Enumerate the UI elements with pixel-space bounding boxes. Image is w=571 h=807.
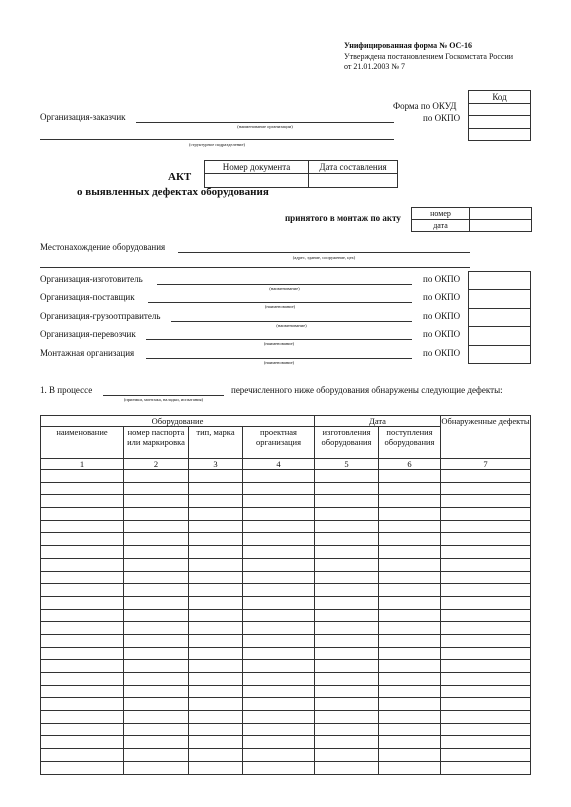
org-field-supplier[interactable] — [148, 302, 412, 303]
table-cell[interactable] — [441, 622, 531, 635]
org-hint-supplier: (наименование) — [264, 304, 296, 309]
table-cell[interactable] — [243, 558, 315, 571]
table-cell[interactable] — [315, 647, 379, 660]
customer-hint: (наименование организации) — [237, 124, 293, 129]
org-okpo-installer: по ОКПО — [423, 348, 461, 358]
table-cell[interactable] — [441, 761, 531, 774]
table-cell[interactable] — [379, 761, 441, 774]
org-okpo-manufacturer: по ОКПО — [423, 274, 461, 284]
table-cell[interactable] — [243, 533, 315, 546]
accepted-number-cell[interactable] — [470, 208, 532, 220]
okpo-label: по ОКПО — [423, 113, 461, 123]
org-hint-manufacturer: (наименование) — [269, 286, 300, 291]
table-cell[interactable] — [315, 660, 379, 673]
table-cell[interactable] — [41, 508, 124, 521]
table-row — [41, 571, 531, 584]
org-field-shipper[interactable] — [171, 321, 412, 322]
col-name-header: наименование — [41, 427, 124, 459]
table-cell[interactable] — [189, 723, 243, 736]
table-cell[interactable] — [243, 673, 315, 686]
table-cell[interactable] — [379, 698, 441, 711]
table-cell[interactable] — [41, 647, 124, 660]
accepted-number-label: номер — [412, 208, 470, 220]
table-cell[interactable] — [441, 520, 531, 533]
table-cell[interactable] — [243, 571, 315, 584]
table-cell[interactable] — [189, 673, 243, 686]
org-label-shipper: Организация-грузоотправитель — [40, 311, 161, 321]
table-cell[interactable] — [41, 761, 124, 774]
table-cell[interactable] — [441, 723, 531, 736]
table-cell[interactable] — [315, 761, 379, 774]
division-field[interactable] — [40, 139, 394, 140]
table-cell[interactable] — [441, 558, 531, 571]
table-cell[interactable] — [41, 558, 124, 571]
approved-line: Утверждена постановлением Госкомстата России — [344, 52, 514, 61]
table-cell[interactable] — [379, 622, 441, 635]
col-number-1: 1 — [41, 459, 124, 470]
form-title: Унифицированная форма № ОС-16 — [344, 41, 472, 50]
table-cell[interactable] — [315, 711, 379, 724]
defects-table — [40, 415, 531, 775]
org-label-supplier: Организация-поставщик — [40, 292, 135, 302]
table-cell[interactable] — [441, 634, 531, 647]
table-cell[interactable] — [243, 622, 315, 635]
okpo-code-cell[interactable] — [469, 116, 531, 129]
table-row — [41, 596, 531, 609]
table-cell[interactable] — [379, 470, 441, 483]
table-cell[interactable] — [315, 584, 379, 597]
table-cell[interactable] — [124, 749, 189, 762]
table-cell[interactable] — [379, 482, 441, 495]
table-cell[interactable] — [441, 482, 531, 495]
table-cell[interactable] — [189, 736, 243, 749]
table-cell[interactable] — [41, 596, 124, 609]
table-cell[interactable] — [379, 736, 441, 749]
table-cell[interactable] — [441, 711, 531, 724]
table-cell[interactable] — [243, 596, 315, 609]
table-cell[interactable] — [441, 736, 531, 749]
table-row — [41, 558, 531, 571]
table-cell[interactable] — [41, 634, 124, 647]
table-cell[interactable] — [41, 584, 124, 597]
okpo-cell-manufacturer[interactable] — [469, 272, 531, 290]
table-cell[interactable] — [441, 533, 531, 546]
okpo-cell-carrier[interactable] — [469, 327, 531, 345]
table-cell[interactable] — [315, 622, 379, 635]
table-cell[interactable] — [41, 470, 124, 483]
table-cell[interactable] — [315, 470, 379, 483]
table-row — [41, 685, 531, 698]
table-cell[interactable] — [379, 520, 441, 533]
table-cell[interactable] — [189, 546, 243, 559]
process-hint: (приемки, монтажа, наладки, испытания) — [123, 397, 204, 402]
table-cell[interactable] — [41, 698, 124, 711]
location-hint: (адрес, здание, сооружение, цех) — [292, 255, 356, 260]
process-field[interactable] — [103, 395, 224, 396]
table-cell[interactable] — [124, 685, 189, 698]
table-cell[interactable] — [124, 723, 189, 736]
table-cell[interactable] — [189, 533, 243, 546]
table-row — [41, 749, 531, 762]
table-cell[interactable] — [379, 634, 441, 647]
table-cell[interactable] — [189, 609, 243, 622]
table-cell[interactable] — [315, 495, 379, 508]
accepted-date-cell[interactable] — [470, 220, 532, 232]
table-row — [41, 609, 531, 622]
table-cell[interactable] — [441, 673, 531, 686]
document-table — [204, 160, 398, 188]
table-cell[interactable] — [124, 761, 189, 774]
table-cell[interactable] — [315, 596, 379, 609]
table-cell[interactable] — [189, 584, 243, 597]
table-cell[interactable] — [441, 698, 531, 711]
table-cell[interactable] — [379, 685, 441, 698]
doc-date-header: Дата составления — [309, 161, 398, 174]
table-cell[interactable] — [189, 495, 243, 508]
table-cell[interactable] — [189, 622, 243, 635]
table-cell[interactable] — [189, 470, 243, 483]
table-cell[interactable] — [315, 546, 379, 559]
accepted-label: принятого в монтаж по акту — [285, 213, 401, 223]
table-cell[interactable] — [441, 596, 531, 609]
table-cell[interactable] — [243, 482, 315, 495]
table-cell[interactable] — [41, 609, 124, 622]
table-cell[interactable] — [189, 482, 243, 495]
table-cell[interactable] — [124, 508, 189, 521]
table-cell[interactable] — [441, 647, 531, 660]
table-cell[interactable] — [243, 698, 315, 711]
okud-label: Форма по ОКУД — [393, 101, 457, 111]
table-cell[interactable] — [379, 558, 441, 571]
table-cell[interactable] — [124, 596, 189, 609]
table-cell[interactable] — [124, 584, 189, 597]
table-cell[interactable] — [441, 495, 531, 508]
table-cell[interactable] — [124, 711, 189, 724]
org-field-manufacturer[interactable] — [157, 284, 412, 285]
table-row — [41, 736, 531, 749]
table-cell[interactable] — [315, 482, 379, 495]
table-cell[interactable] — [41, 685, 124, 698]
org-okpo-supplier: по ОКПО — [423, 292, 461, 302]
table-cell[interactable] — [243, 736, 315, 749]
table-cell[interactable] — [189, 634, 243, 647]
table-cell[interactable] — [379, 596, 441, 609]
table-cell[interactable] — [124, 546, 189, 559]
table-cell[interactable] — [379, 495, 441, 508]
table-row — [41, 482, 531, 495]
table-row — [41, 634, 531, 647]
col-number-6: 6 — [379, 459, 441, 470]
table-cell[interactable] — [243, 711, 315, 724]
table-cell[interactable] — [41, 546, 124, 559]
table-cell[interactable] — [243, 761, 315, 774]
table-cell[interactable] — [379, 609, 441, 622]
table-cell[interactable] — [41, 495, 124, 508]
act-title: АКТ — [168, 171, 192, 183]
table-cell[interactable] — [124, 673, 189, 686]
table-cell[interactable] — [441, 546, 531, 559]
table-cell[interactable] — [379, 571, 441, 584]
table-cell[interactable] — [41, 533, 124, 546]
table-row — [41, 546, 531, 559]
table-cell[interactable] — [441, 685, 531, 698]
table-cell[interactable] — [189, 660, 243, 673]
location-label: Местонахождение оборудования — [40, 242, 166, 252]
org-label-manufacturer: Организация-изготовитель — [40, 274, 143, 284]
table-cell[interactable] — [41, 723, 124, 736]
table-cell[interactable] — [379, 723, 441, 736]
table-cell[interactable] — [189, 711, 243, 724]
okpo-cell-supplier[interactable] — [469, 290, 531, 308]
table-cell[interactable] — [243, 647, 315, 660]
table-cell[interactable] — [41, 482, 124, 495]
division-code-cell[interactable] — [469, 128, 531, 141]
table-cell[interactable] — [189, 749, 243, 762]
col-arrival-date-header: поступления оборудования — [379, 427, 441, 459]
table-cell[interactable] — [315, 723, 379, 736]
table-cell[interactable] — [243, 685, 315, 698]
table-cell[interactable] — [243, 508, 315, 521]
table-cell[interactable] — [315, 520, 379, 533]
col-number-3: 3 — [189, 459, 243, 470]
org-okpo-shipper: по ОКПО — [423, 311, 461, 321]
table-cell[interactable] — [124, 698, 189, 711]
col-design-org-header: проектная организация — [243, 427, 315, 459]
table-cell[interactable] — [315, 571, 379, 584]
okpo-cell-installer[interactable] — [469, 345, 531, 363]
table-cell[interactable] — [41, 711, 124, 724]
table-row — [41, 647, 531, 660]
org-field-carrier[interactable] — [146, 339, 412, 340]
table-cell[interactable] — [243, 520, 315, 533]
org-label-installer: Монтажная организация — [40, 348, 135, 358]
table-row — [41, 495, 531, 508]
accepted-date-label: дата — [412, 220, 470, 232]
table-cell[interactable] — [124, 647, 189, 660]
table-cell[interactable] — [189, 685, 243, 698]
code-header: Код — [469, 91, 531, 104]
table-row — [41, 584, 531, 597]
col-number-5: 5 — [315, 459, 379, 470]
table-cell[interactable] — [379, 749, 441, 762]
okud-code-cell[interactable] — [469, 103, 531, 116]
table-cell[interactable] — [41, 736, 124, 749]
table-cell[interactable] — [315, 634, 379, 647]
customer-label: Организация-заказчик — [40, 112, 126, 122]
table-cell[interactable] — [124, 736, 189, 749]
table-cell[interactable] — [41, 571, 124, 584]
table-cell[interactable] — [243, 660, 315, 673]
table-cell[interactable] — [379, 711, 441, 724]
table-cell[interactable] — [41, 622, 124, 635]
table-row — [41, 673, 531, 686]
table-cell[interactable] — [189, 571, 243, 584]
table-cell[interactable] — [379, 546, 441, 559]
table-cell[interactable] — [243, 609, 315, 622]
org-label-carrier: Организация-перевозчик — [40, 329, 136, 339]
col-number-7: 7 — [441, 459, 531, 470]
table-row — [41, 470, 531, 483]
table-cell[interactable] — [441, 470, 531, 483]
table-cell[interactable] — [441, 571, 531, 584]
table-cell[interactable] — [243, 546, 315, 559]
table-cell[interactable] — [41, 660, 124, 673]
approval-date-line: от 21.01.2003 № 7 — [344, 62, 406, 71]
org-field-installer[interactable] — [146, 358, 412, 359]
table-cell[interactable] — [189, 647, 243, 660]
table-cell[interactable] — [315, 698, 379, 711]
table-cell[interactable] — [124, 482, 189, 495]
table-cell[interactable] — [124, 634, 189, 647]
table-cell[interactable] — [189, 698, 243, 711]
group-equipment-header: Оборудование — [41, 416, 315, 427]
table-cell[interactable] — [189, 596, 243, 609]
table-row — [41, 711, 531, 724]
division-hint: (структурное подразделение) — [189, 142, 245, 147]
location-field-2[interactable] — [40, 267, 470, 268]
customer-field[interactable] — [136, 122, 394, 123]
table-row — [41, 761, 531, 774]
table-row — [41, 520, 531, 533]
table-cell[interactable] — [124, 558, 189, 571]
col-type-header: тип, марка — [189, 427, 243, 459]
table-cell[interactable] — [124, 470, 189, 483]
table-cell[interactable] — [243, 749, 315, 762]
table-cell[interactable] — [243, 470, 315, 483]
table-cell[interactable] — [124, 609, 189, 622]
table-cell[interactable] — [124, 660, 189, 673]
table-cell[interactable] — [124, 571, 189, 584]
table-cell[interactable] — [124, 495, 189, 508]
table-cell[interactable] — [379, 673, 441, 686]
table-cell[interactable] — [189, 508, 243, 521]
org-hint-installer: (наименование) — [263, 360, 295, 365]
table-cell[interactable] — [441, 660, 531, 673]
table-cell[interactable] — [41, 520, 124, 533]
org-okpo-carrier: по ОКПО — [423, 329, 461, 339]
table-cell[interactable] — [243, 723, 315, 736]
table-cell[interactable] — [441, 584, 531, 597]
col-number-2: 2 — [124, 459, 189, 470]
table-cell[interactable] — [315, 609, 379, 622]
table-row — [41, 698, 531, 711]
table-cell[interactable] — [41, 673, 124, 686]
okpo-codes-table — [468, 271, 531, 364]
accepted-act-table — [411, 207, 532, 232]
process-prefix: 1. В процессе — [40, 385, 93, 395]
table-cell[interactable] — [124, 520, 189, 533]
doc-date-cell[interactable] — [309, 174, 398, 188]
table-cell[interactable] — [189, 520, 243, 533]
table-cell[interactable] — [379, 584, 441, 597]
table-cell[interactable] — [441, 508, 531, 521]
table-cell[interactable] — [441, 749, 531, 762]
col-passport-header: номер паспорта или маркировка — [124, 427, 189, 459]
table-cell[interactable] — [379, 508, 441, 521]
col-manufacture-date-header: изготовления оборудования — [315, 427, 379, 459]
table-cell[interactable] — [189, 761, 243, 774]
org-hint-shipper: (наименование) — [276, 323, 307, 328]
group-date-header: Дата — [315, 416, 441, 427]
table-cell[interactable] — [315, 685, 379, 698]
table-cell[interactable] — [189, 558, 243, 571]
org-hint-carrier: (наименование) — [263, 341, 295, 346]
location-field[interactable] — [178, 252, 470, 253]
table-cell[interactable] — [379, 647, 441, 660]
table-row — [41, 660, 531, 673]
table-row — [41, 622, 531, 635]
doc-number-header: Номер документа — [205, 161, 309, 174]
col-number-4: 4 — [243, 459, 315, 470]
table-cell[interactable] — [379, 533, 441, 546]
table-cell[interactable] — [315, 736, 379, 749]
table-cell[interactable] — [315, 749, 379, 762]
process-suffix: перечисленного ниже оборудования обнаружены следующие дефекты: — [231, 385, 503, 395]
okpo-cell-shipper[interactable] — [469, 308, 531, 326]
table-cell[interactable] — [441, 609, 531, 622]
table-cell[interactable] — [124, 533, 189, 546]
table-cell[interactable] — [315, 508, 379, 521]
table-cell[interactable] — [243, 634, 315, 647]
table-cell[interactable] — [379, 660, 441, 673]
table-row — [41, 508, 531, 521]
table-cell[interactable] — [124, 622, 189, 635]
table-row — [41, 723, 531, 736]
table-cell[interactable] — [315, 558, 379, 571]
table-cell[interactable] — [315, 673, 379, 686]
table-cell[interactable] — [243, 584, 315, 597]
table-row — [41, 533, 531, 546]
table-cell[interactable] — [315, 533, 379, 546]
defects-header: Обнаруженные дефекты — [441, 416, 531, 459]
table-body — [41, 470, 531, 775]
act-subtitle: о выявленных дефектах оборудования — [77, 186, 269, 198]
table-cell[interactable] — [243, 495, 315, 508]
table-cell[interactable] — [41, 749, 124, 762]
code-table — [468, 90, 531, 141]
